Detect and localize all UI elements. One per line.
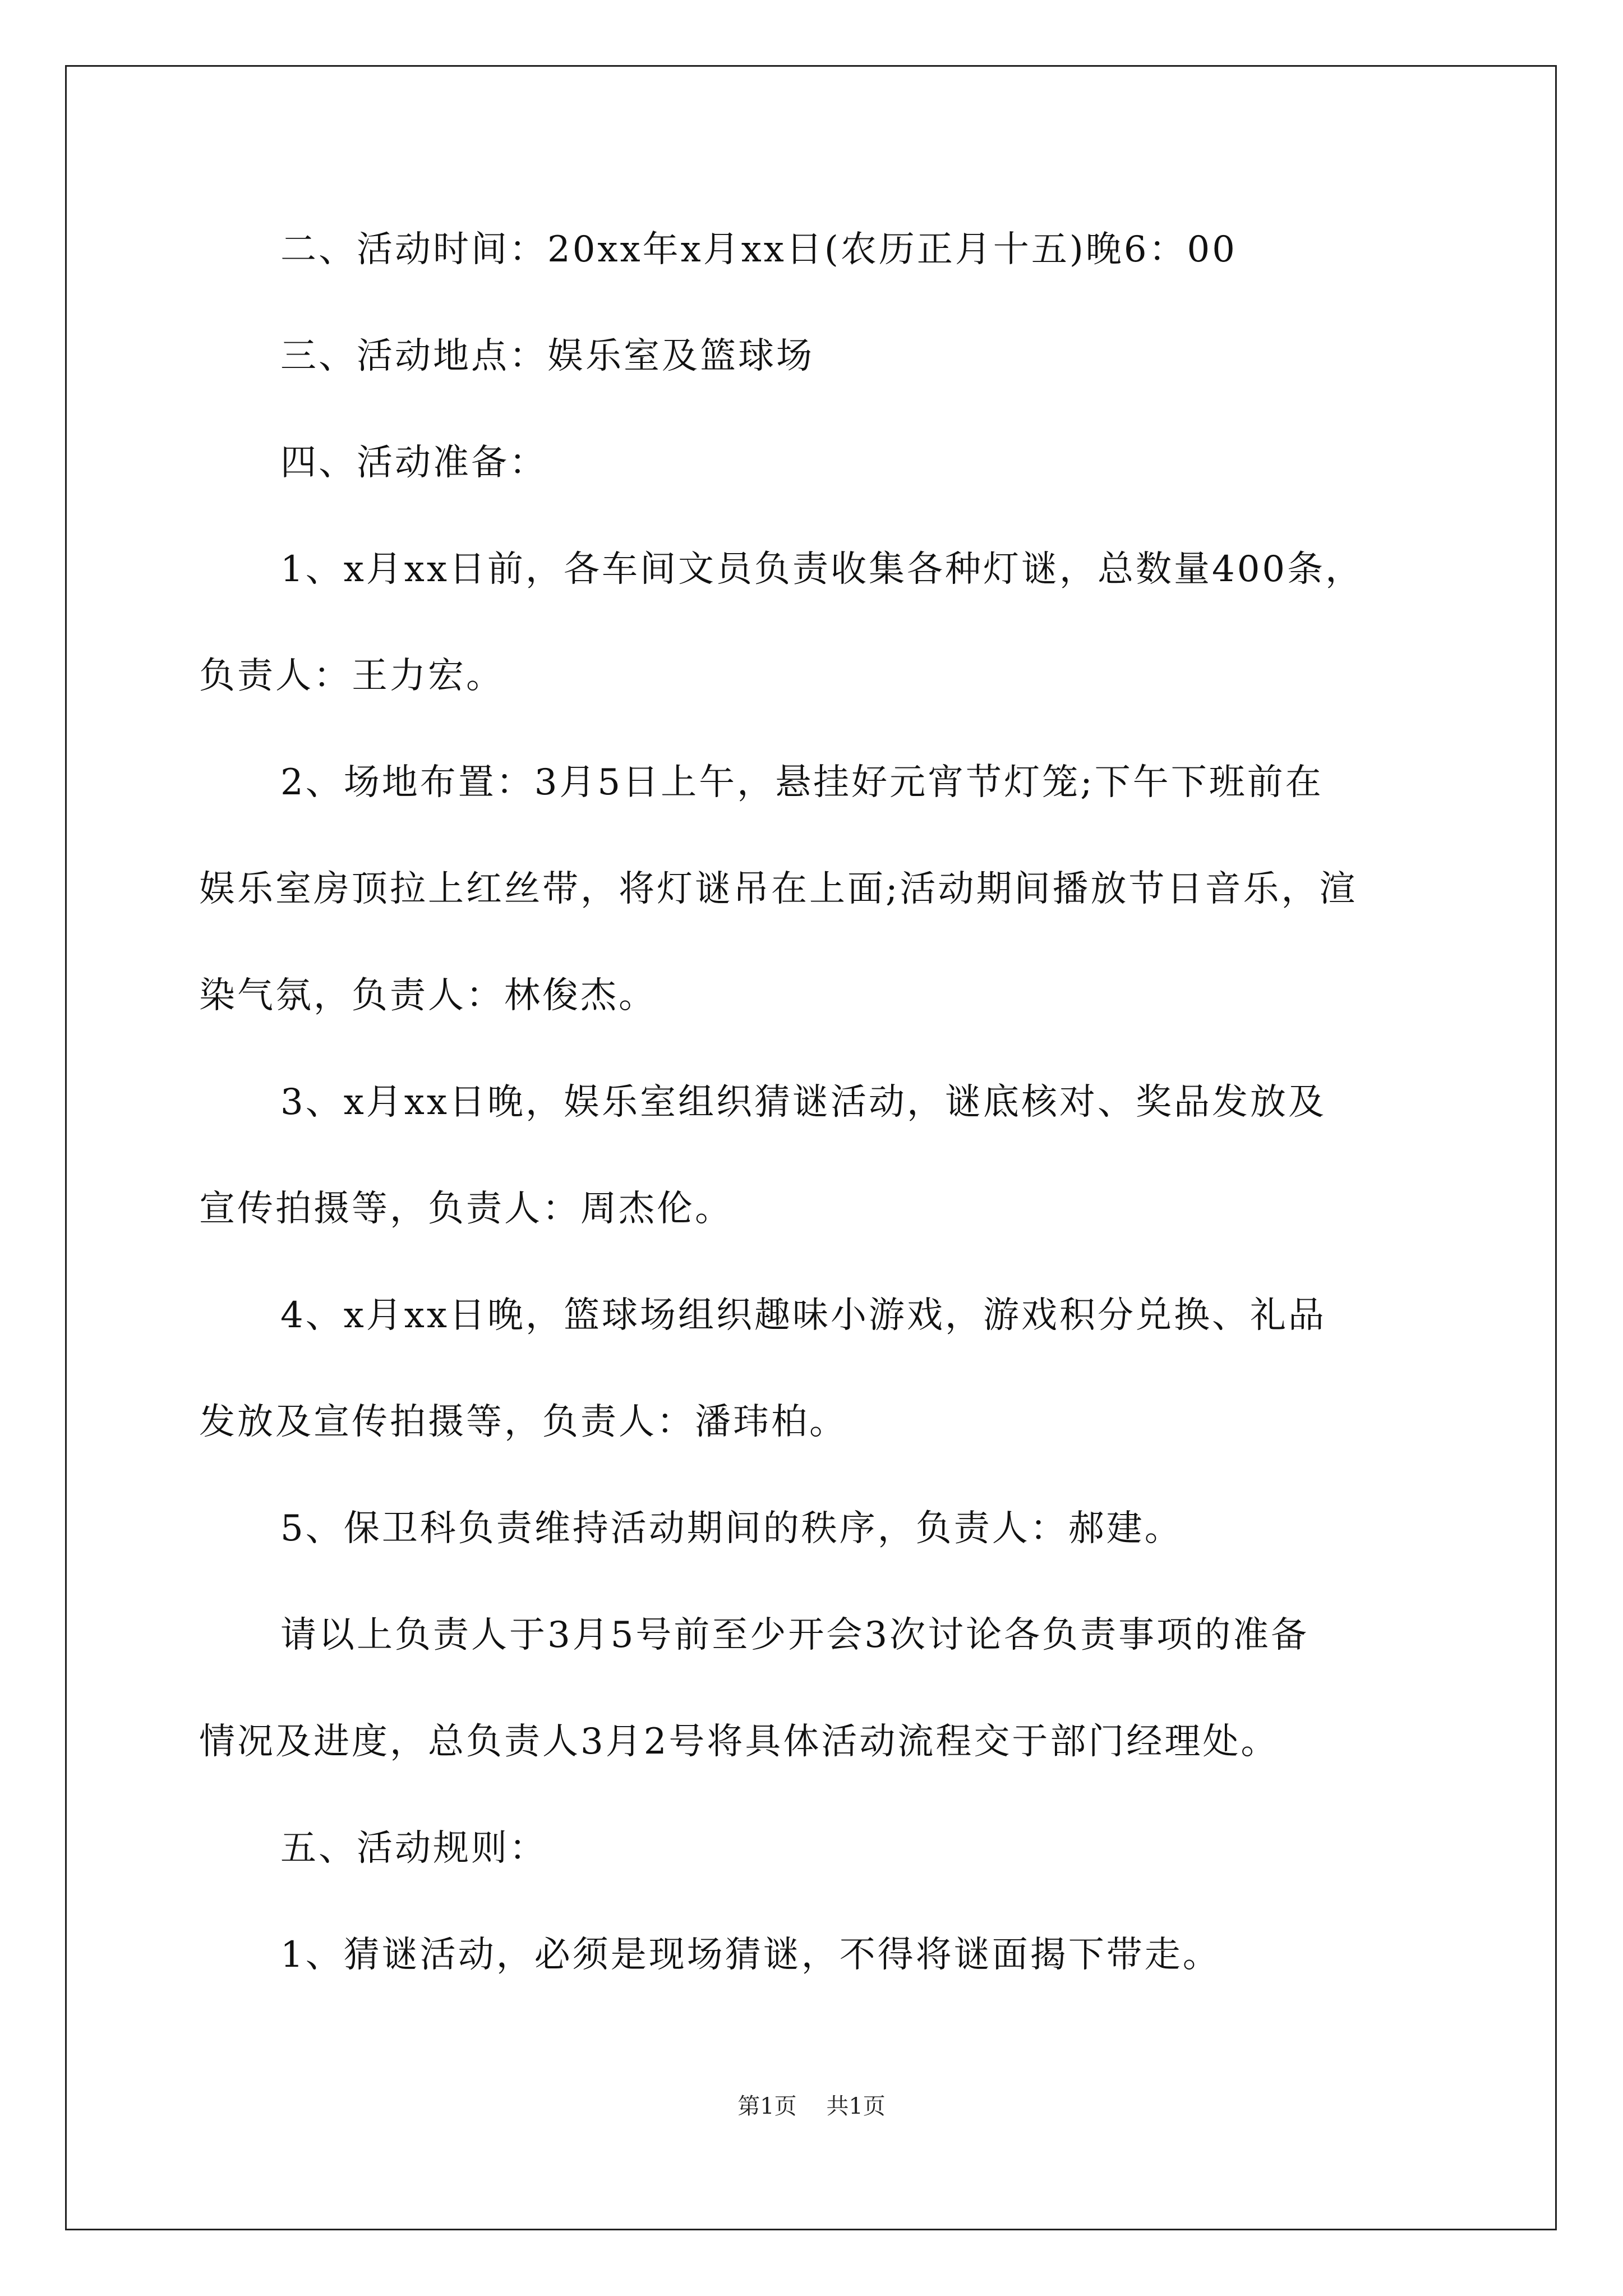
rule-item-1: 1、猜谜活动，必须是现场猜谜，不得将谜面揭下带走。 (280, 1934, 1221, 1976)
prep-item-3-line-2: 宣传拍摄等，负责人：周杰伦。 (199, 1188, 733, 1230)
section-activity-preparation: 四、活动准备： (280, 442, 547, 484)
prep-item-3-line-1: 3、x月xx日晚，娱乐室组织猜谜活动，谜底核对、奖品发放及 (280, 1082, 1326, 1123)
page-number: 第1页 (737, 2093, 797, 2119)
meeting-note-line-1: 请以上负责人于3月5号前至少开会3次讨论各负责事项的准备 (280, 1614, 1310, 1656)
prep-item-2-line-1: 2、场地布置：3月5日上午，悬挂好元宵节灯笼;下午下班前在 (280, 762, 1324, 803)
page-total: 共1页 (826, 2093, 886, 2119)
prep-item-2-line-3: 染气氛，负责人：林俊杰。 (199, 975, 657, 1016)
meeting-note-line-2: 情况及进度，总负责人3月2号将具体活动流程交于部门经理处。 (199, 1721, 1279, 1763)
prep-item-4-line-2: 发放及宣传拍摄等，负责人：潘玮柏。 (199, 1401, 847, 1443)
prep-item-4-line-1: 4、x月xx日晚，篮球场组织趣味小游戏，游戏积分兑换、礼品 (280, 1295, 1326, 1336)
section-activity-location: 三、活动地点：娱乐室及篮球场 (280, 335, 814, 377)
prep-item-1-line-1: 1、x月xx日前，各车间文员负责收集各种灯谜，总数量400条， (280, 549, 1364, 590)
prep-item-5: 5、保卫科负责维持活动期间的秩序，负责人：郝建。 (280, 1508, 1183, 1549)
section-activity-time: 二、活动时间：20xx年x月xx日(农历正月十五)晚6：00 (280, 229, 1237, 270)
page-footer (0, 2092, 1623, 2120)
prep-item-1-line-2: 负责人：王力宏。 (199, 655, 504, 697)
section-activity-rules: 五、活动规则： (280, 1828, 547, 1869)
prep-item-2-line-2: 娱乐室房顶拉上红丝带，将灯谜吊在上面;活动期间播放节日音乐，渲 (199, 868, 1358, 910)
page-frame (65, 65, 1557, 2230)
